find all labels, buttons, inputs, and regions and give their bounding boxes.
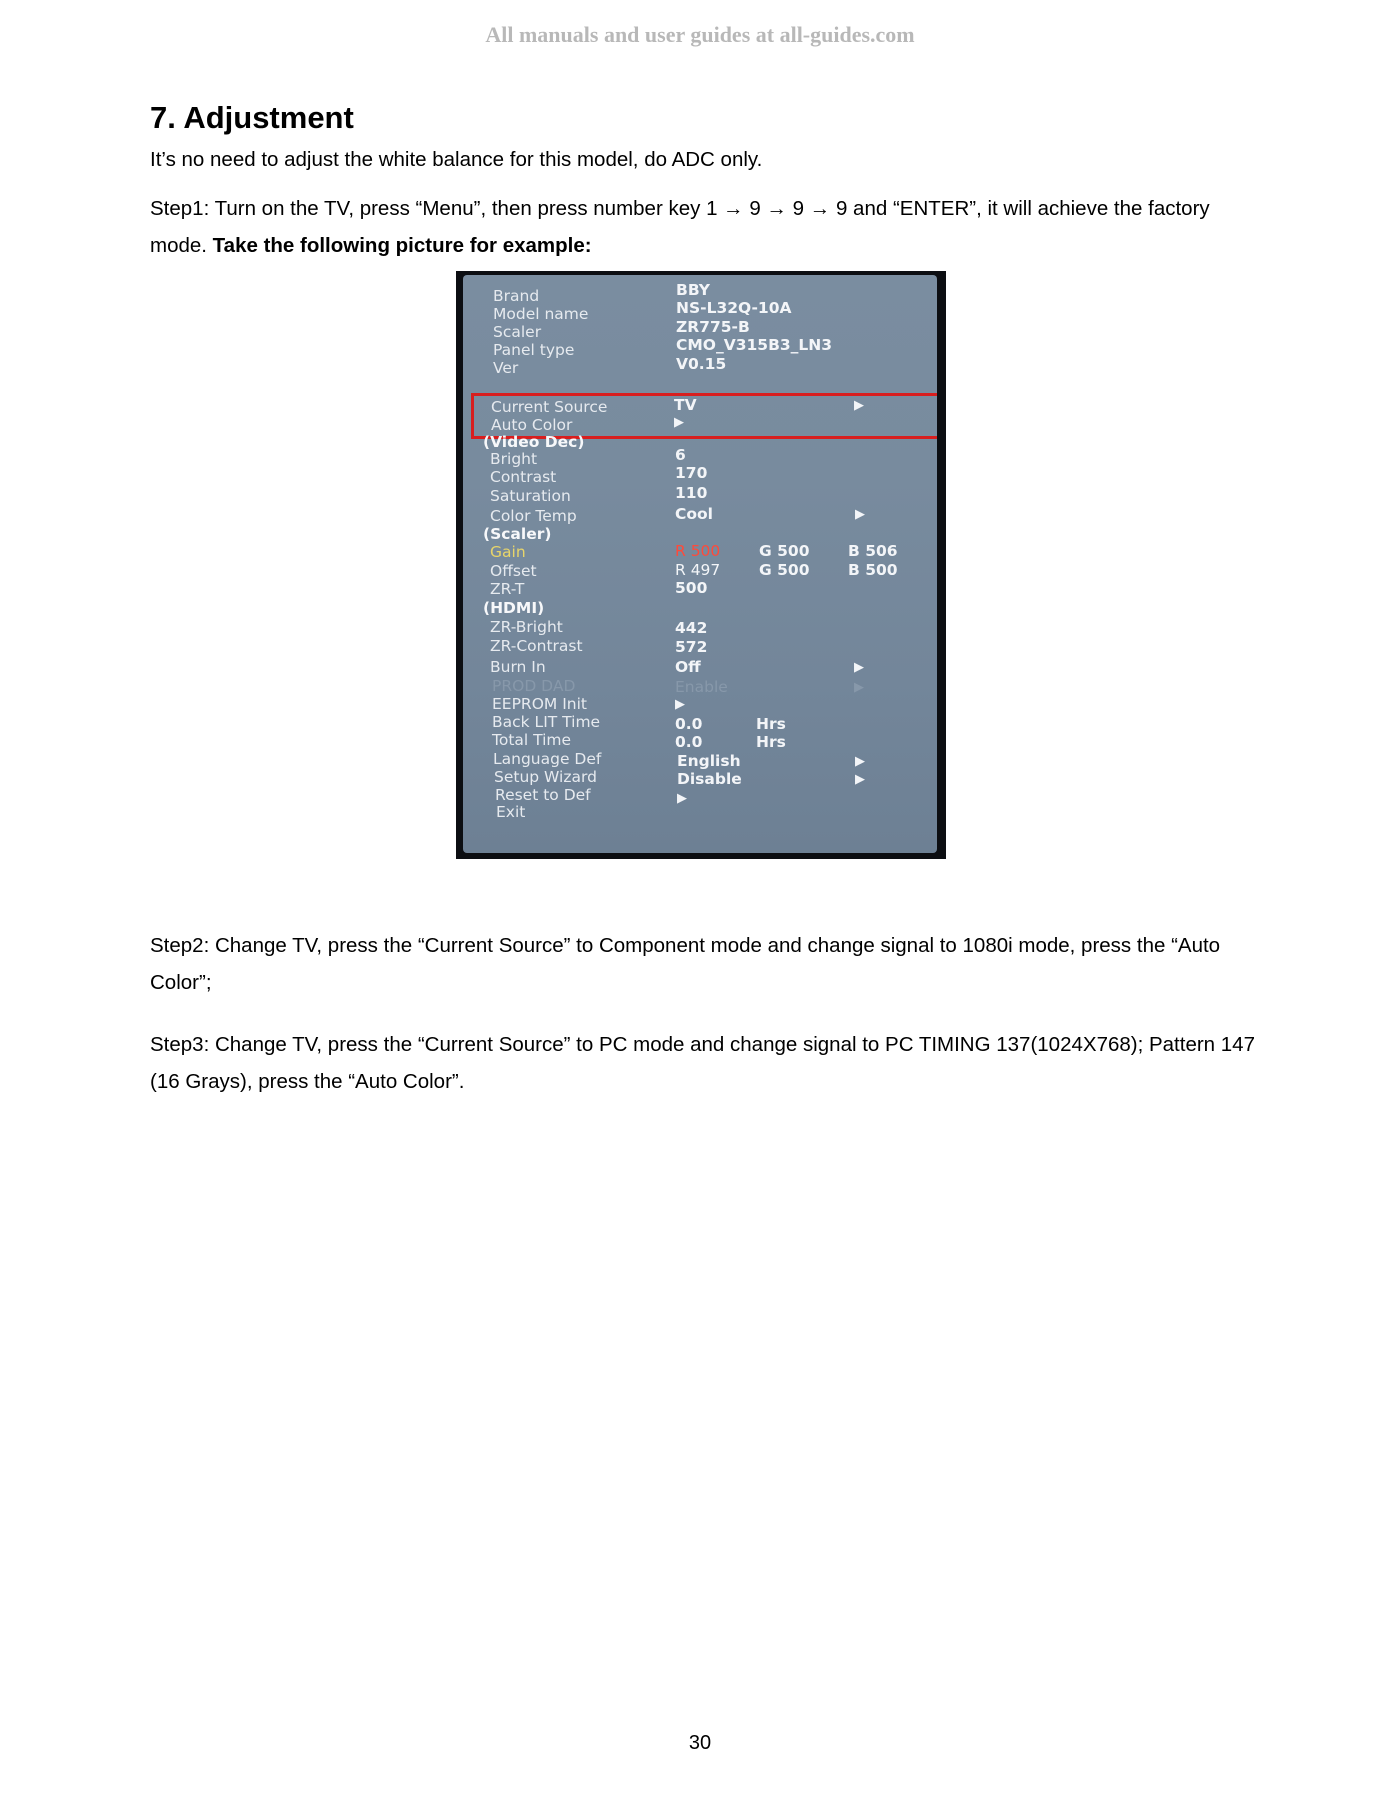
gain-b-value: B 506 (848, 542, 898, 560)
menu-label: Saturation (490, 487, 571, 505)
watermark: All manuals and user guides at all-guides.com (485, 22, 915, 47)
menu-value: Enable (675, 678, 728, 696)
offset-g-value: G 500 (759, 561, 810, 579)
menu-value: Disable (677, 770, 742, 788)
right-arrow-icon: ▶ (855, 507, 865, 522)
menu-value: Cool (675, 505, 713, 523)
page-number: 30 (688, 1732, 712, 1754)
menu-section-label: (Scaler) (483, 525, 552, 543)
menu-value: 0.0 (675, 715, 703, 733)
menu-label: Exit (496, 803, 526, 821)
menu-label: EEPROM Init (492, 695, 587, 713)
menu-label: Ver (493, 359, 519, 377)
menu-value: 6 (675, 446, 686, 464)
menu-value: ZR775-B (676, 318, 750, 336)
intro-paragraph: It’s no need to adjust the white balance for this model, do ADC only. (150, 148, 763, 171)
menu-label: Panel type (493, 341, 575, 359)
menu-value: 170 (675, 464, 708, 482)
menu-value: TV (674, 396, 697, 414)
right-arrow-icon: ▶ (677, 791, 687, 806)
menu-label: ZR-Contrast (490, 637, 583, 655)
menu-label: PROD DAD (492, 677, 576, 695)
menu-value: 0.0 (675, 733, 703, 751)
factory-menu-screen (463, 275, 937, 853)
factory-menu-photo (456, 271, 946, 859)
menu-unit: Hrs (756, 733, 786, 751)
menu-label: Language Def (493, 750, 602, 768)
step1-bold-text: Take the following picture for example: (212, 234, 592, 257)
right-arrow-icon: ▶ (854, 660, 864, 675)
menu-label: Brand (493, 287, 540, 305)
right-arrow-icon: ▶ (855, 754, 865, 769)
right-arrow-icon: ▶ (674, 415, 684, 430)
menu-value: 572 (675, 638, 708, 656)
right-arrow-icon: ▶ (675, 697, 685, 712)
menu-section-label: (Video Dec) (483, 433, 585, 451)
right-arrow-icon: ▶ (854, 680, 864, 695)
menu-label: Current Source (491, 398, 608, 416)
menu-label: Color Temp (490, 507, 577, 525)
menu-label: Back LIT Time (492, 713, 601, 731)
menu-value: English (677, 752, 741, 770)
menu-label: Bright (490, 450, 538, 468)
menu-label: ZR-Bright (490, 618, 563, 636)
offset-b-value: B 500 (848, 561, 898, 579)
step2-paragraph: Step2: Change TV, press the “Current Source” to Component mode and change signal to 1080i mode, press the “Auto Color”; (150, 934, 1221, 994)
menu-label: Scaler (493, 323, 542, 341)
section-heading: 7. Adjustment (150, 100, 354, 135)
menu-value: 500 (675, 579, 708, 597)
menu-label: ZR-T (490, 580, 525, 598)
menu-label: Model name (493, 305, 589, 323)
menu-label: Total Time (492, 731, 572, 749)
offset-r-value: R 497 (675, 561, 721, 579)
menu-value: V0.15 (676, 355, 727, 373)
menu-label: Contrast (490, 468, 557, 486)
menu-value: CMO_V315B3_LN3 (676, 336, 833, 354)
menu-section-label: (HDMI) (483, 599, 545, 617)
menu-value: 442 (675, 619, 708, 637)
menu-label: Burn In (490, 658, 546, 676)
gain-r-value: R 500 (675, 542, 721, 560)
step1-text: Step1: Turn on the TV, press “Menu”, then press number key 1 → 9 → 9 → 9 and “ENTER”, it will achieve the factory mode. (150, 197, 1210, 257)
menu-value: 110 (675, 484, 708, 502)
step1-paragraph (150, 190, 1260, 264)
right-arrow-icon: ▶ (854, 398, 864, 413)
menu-label: Setup Wizard (494, 768, 597, 786)
menu-label: Reset to Def (495, 786, 591, 804)
menu-value: Off (675, 658, 701, 676)
menu-value: BBY (676, 281, 711, 299)
menu-label: Auto Color (491, 416, 573, 434)
menu-label: Offset (490, 562, 537, 580)
right-arrow-icon: ▶ (855, 772, 865, 787)
gain-g-value: G 500 (759, 542, 810, 560)
menu-label: Gain (490, 543, 526, 561)
menu-value: NS-L32Q-10A (676, 299, 792, 317)
step3-paragraph: Step3: Change TV, press the “Current Source” to PC mode and change signal to PC TIMING 137(1024X768); Pattern 147 (16 Grays), press the “Auto Color”. (150, 1033, 1255, 1093)
menu-unit: Hrs (756, 715, 786, 733)
